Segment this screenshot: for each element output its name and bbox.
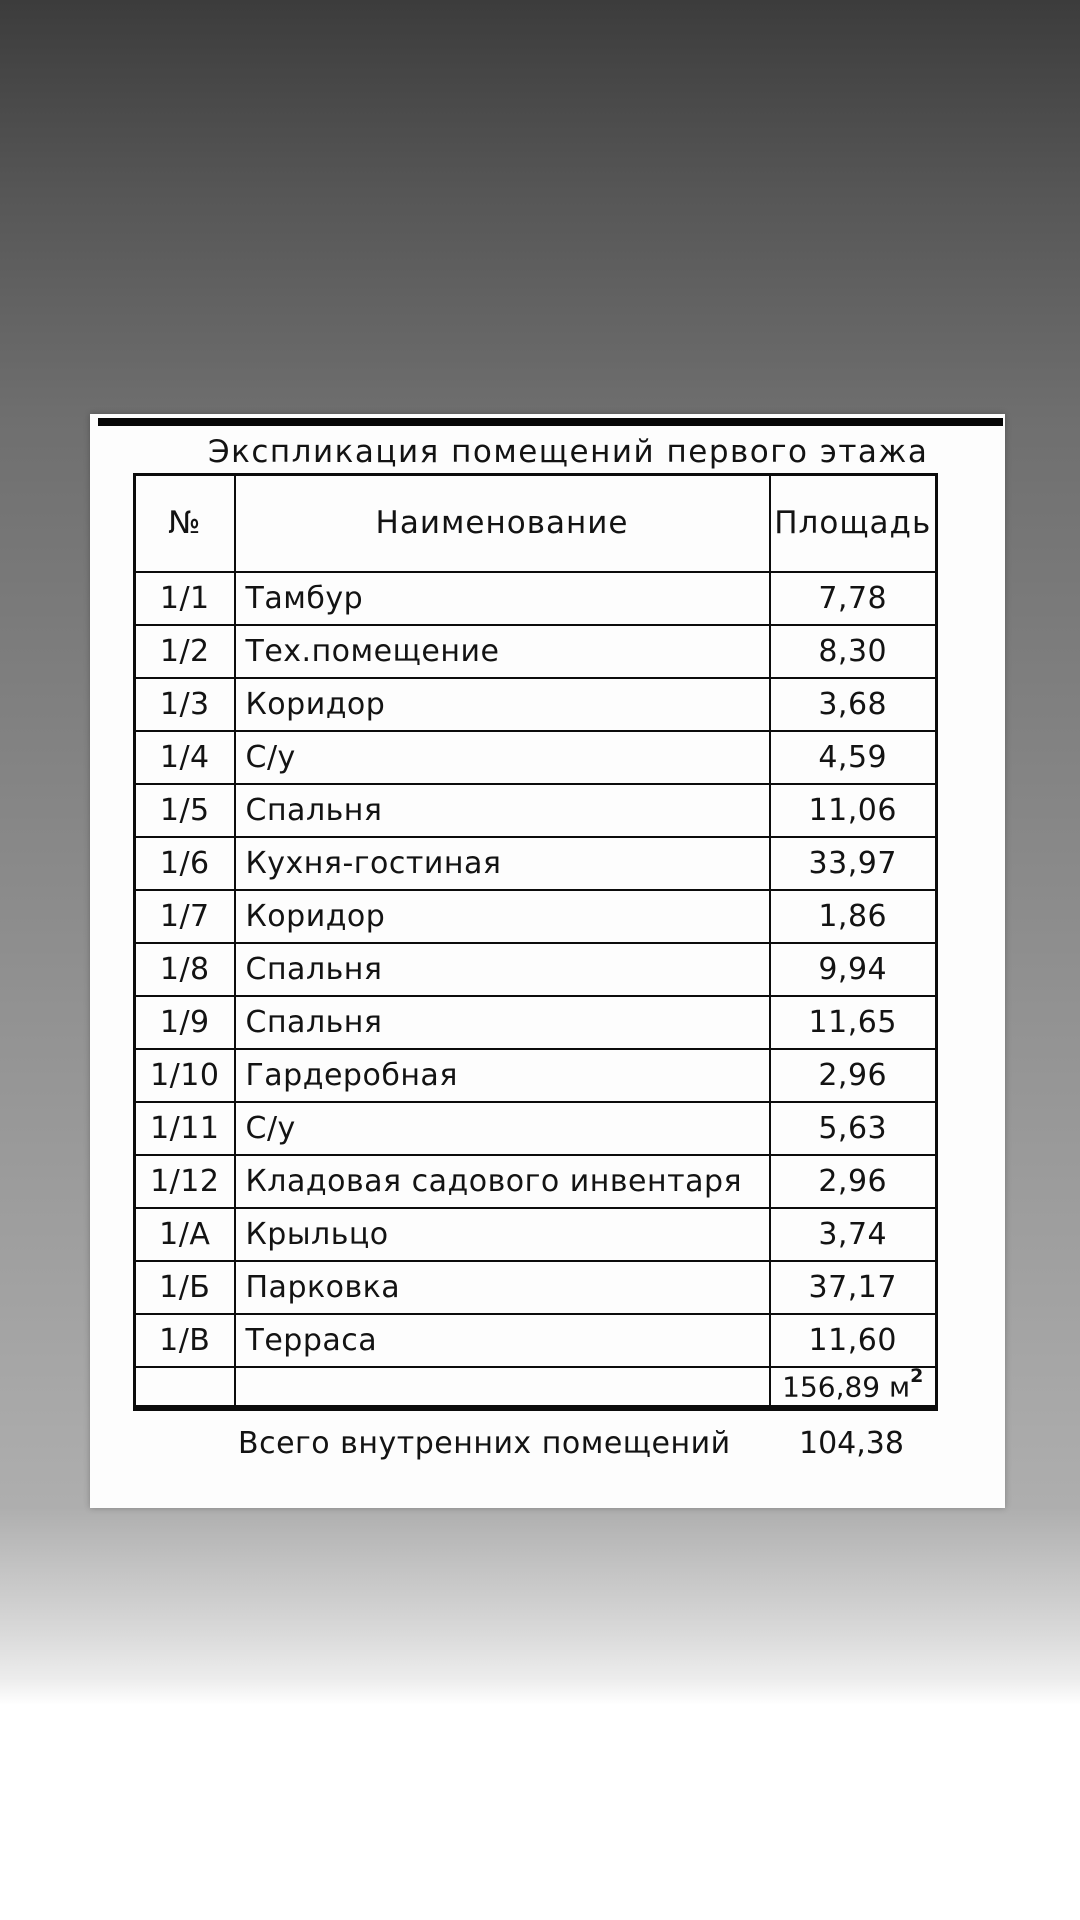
- table-cell-name: Гардеробная: [235, 1049, 770, 1102]
- table-cell-name: Тех.помещение: [235, 625, 770, 678]
- table-cell-num: 1/10: [135, 1049, 235, 1102]
- table-cell-area: 11,06: [770, 784, 937, 837]
- table-cell-num: 1/2: [135, 625, 235, 678]
- table-cell-num: 1/12: [135, 1155, 235, 1208]
- table-cell-num: 1/6: [135, 837, 235, 890]
- table-cell-name: Тамбур: [235, 572, 770, 625]
- table-row: [135, 1314, 937, 1367]
- total-empty-num: [135, 1367, 235, 1408]
- total-empty-name: [235, 1367, 770, 1408]
- table-cell-area: 5,63: [770, 1102, 937, 1155]
- table-cell-num: 1/7: [135, 890, 235, 943]
- table-cell-num: 1/5: [135, 784, 235, 837]
- table-cell-name: Спальня: [235, 784, 770, 837]
- table-row: [135, 1155, 937, 1208]
- table-cell-name: Коридор: [235, 890, 770, 943]
- table-row: [135, 572, 937, 625]
- table-cell-num: 1/4: [135, 731, 235, 784]
- table-row: [135, 1049, 937, 1102]
- table-cell-name: Крыльцо: [235, 1208, 770, 1261]
- table-body: [135, 572, 937, 1408]
- table-cell-name: Кухня-гостиная: [235, 837, 770, 890]
- table-cell-area: 8,30: [770, 625, 937, 678]
- col-header-name: Наименование: [235, 475, 770, 572]
- page-title: Экспликация помещений первого этажа: [206, 434, 936, 476]
- table-row: [135, 890, 937, 943]
- total-area-value: 156,89: [782, 1370, 881, 1404]
- table-cell-name: Спальня: [235, 996, 770, 1049]
- table-cell-area: 11,65: [770, 996, 937, 1049]
- table-row: [135, 996, 937, 1049]
- table-cell-area: 37,17: [770, 1261, 937, 1314]
- table-cell-num: 1/11: [135, 1102, 235, 1155]
- table-cell-num: 1/3: [135, 678, 235, 731]
- table-cell-area: 33,97: [770, 837, 937, 890]
- table-cell-name: С/у: [235, 1102, 770, 1155]
- table-cell-name: Кладовая садового инвентаря: [235, 1155, 770, 1208]
- footer: [90, 1426, 1005, 1470]
- table-cell-name: Спальня: [235, 943, 770, 996]
- table-row: [135, 943, 937, 996]
- table-row: [135, 678, 937, 731]
- table-cell-num: 1/Б: [135, 1261, 235, 1314]
- total-row: [135, 1367, 937, 1408]
- table-cell-area: 11,60: [770, 1314, 937, 1367]
- table-row: [135, 784, 937, 837]
- footer-label: Всего внутренних помещений: [238, 1426, 731, 1461]
- table-cell-name: С/у: [235, 731, 770, 784]
- table-header-row: [135, 475, 937, 572]
- table-cell-num: 1/8: [135, 943, 235, 996]
- table-cell-area: 2,96: [770, 1155, 937, 1208]
- footer-value: 104,38: [799, 1426, 904, 1461]
- table-cell-area: 2,96: [770, 1049, 937, 1102]
- table-cell-area: 7,78: [770, 572, 937, 625]
- total-area-unit-superscript: 2: [910, 1366, 924, 1387]
- table-cell-num: 1/9: [135, 996, 235, 1049]
- table-row: [135, 731, 937, 784]
- table-row: [135, 625, 937, 678]
- table-cell-name: Терраса: [235, 1314, 770, 1367]
- table-row: [135, 837, 937, 890]
- explication-table: [133, 473, 938, 1411]
- table-cell-area: 3,74: [770, 1208, 937, 1261]
- table-row: [135, 1102, 937, 1155]
- table-cell-num: 1/А: [135, 1208, 235, 1261]
- table-cell-area: 3,68: [770, 678, 937, 731]
- table-cell-name: Парковка: [235, 1261, 770, 1314]
- table-cell-num: 1/1: [135, 572, 235, 625]
- table-row: [135, 1261, 937, 1314]
- table-cell-area: 1,86: [770, 890, 937, 943]
- table-row: [135, 1208, 937, 1261]
- col-header-area: Площадь: [770, 475, 937, 572]
- table-cell-area: 9,94: [770, 943, 937, 996]
- total-area-unit: м: [889, 1370, 911, 1404]
- total-area-cell: [770, 1367, 937, 1408]
- table-cell-num: 1/В: [135, 1314, 235, 1367]
- table-cell-area: 4,59: [770, 731, 937, 784]
- paper-sheet: [90, 414, 1005, 1508]
- paper-top-border: [98, 418, 1003, 426]
- col-header-number: №: [135, 475, 235, 572]
- table-cell-name: Коридор: [235, 678, 770, 731]
